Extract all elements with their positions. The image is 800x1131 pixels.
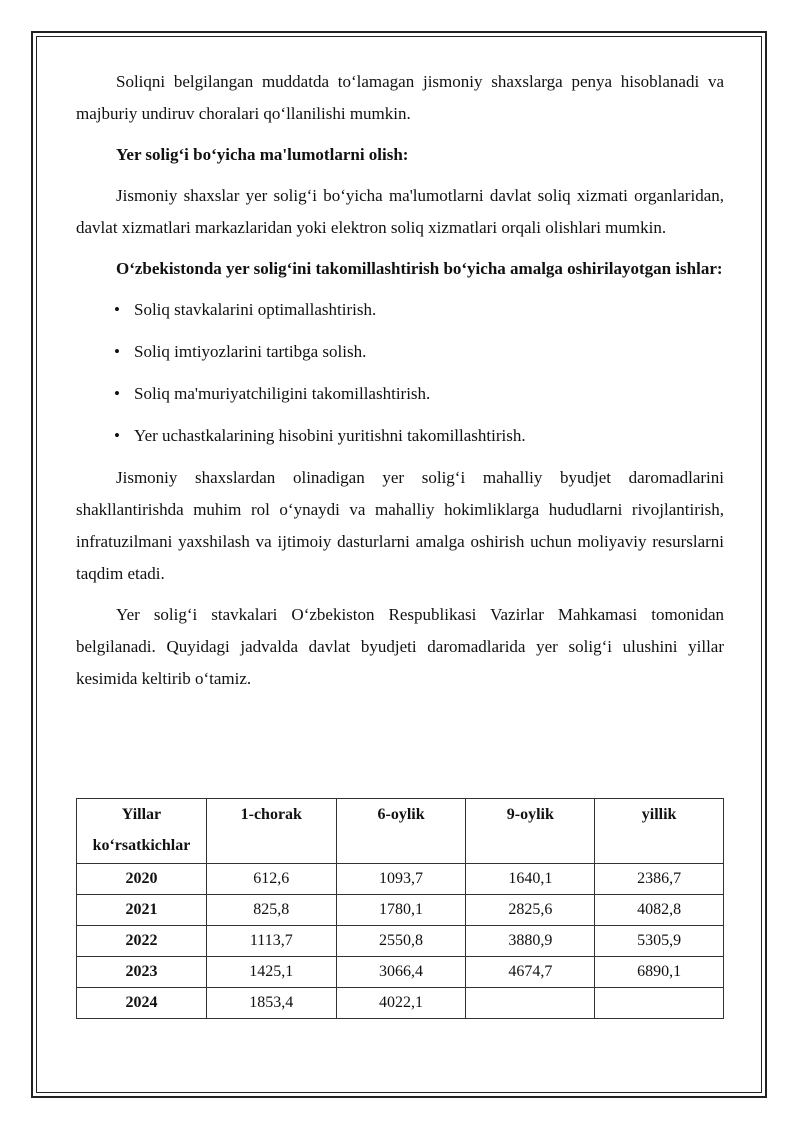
header-6-months: 6-oylik (336, 799, 466, 864)
paragraph-rates: Yer solig‘i stavkalari O‘zbekiston Respublikasi Vazirlar Mahkamasi tomonidan belgilanadi. Quyidagi jadvalda davlat byudjeti daromadlarida yer solig‘i ulushini yillar kesimida keltirib o‘tamiz. (76, 605, 724, 688)
paragraph-penalty: Soliqni belgilangan muddatda to‘lamagan jismoniy shaxslarga penya hisoblanadi va majburiy undiruv choralari qo‘llanilishi mumkin. (76, 72, 724, 123)
cell-6-months: 1093,7 (336, 864, 466, 895)
cell-year: 2024 (77, 988, 207, 1019)
cell-year: 2021 (77, 895, 207, 926)
cell-6-months: 4022,1 (336, 988, 466, 1019)
list-item (76, 336, 724, 368)
header-annual: yillik (595, 799, 724, 864)
paragraph-information: Jismoniy shaxslar yer solig‘i bo‘yicha ma'lumotlarni davlat soliq xizmati organlaridan, davlat xizmatlari markazlaridan yoki elektron soliq xizmatlari orqali olishlari mumkin. (76, 186, 724, 237)
bullet-mark: • (114, 300, 120, 319)
bullet-mark: • (114, 384, 120, 403)
list-item-text: Soliq ma'muriyatchiligini takomillashtirish. (134, 384, 431, 403)
cell-year: 2023 (77, 957, 207, 988)
cell-9-months: 4674,7 (466, 957, 595, 988)
table-row (77, 895, 724, 926)
document-body (76, 66, 724, 704)
list-item-text: Soliq stavkalarini optimallashtirish. (134, 300, 377, 319)
table-row (77, 926, 724, 957)
table-row (77, 988, 724, 1019)
bullet-mark: • (114, 426, 120, 445)
table-row (77, 864, 724, 895)
cell-9-months (466, 988, 595, 1019)
list-item (76, 420, 724, 452)
cell-year: 2020 (77, 864, 207, 895)
heading-improvements: O‘zbekistonda yer solig‘ini takomillashtirish bo‘yicha amalga oshirilayotgan ishlar: (116, 259, 723, 278)
cell-9-months: 1640,1 (466, 864, 595, 895)
cell-q1: 1853,4 (206, 988, 336, 1019)
list-item (76, 378, 724, 410)
list-item-text: Soliq imtiyozlarini tartibga solish. (134, 342, 367, 361)
cell-q1: 825,8 (206, 895, 336, 926)
cell-6-months: 1780,1 (336, 895, 466, 926)
paragraph-local-budget: Jismoniy shaxslardan olinadigan yer solig‘i mahalliy byudjet daromadlarini shakllantirishda muhim rol o‘ynaydi va mahalliy hokimliklarga hududlarni rivojlantirish, infratuzilmani yaxshilash va ijtimoiy dasturlarni amalga oshirish uchun moliyaviy resurslarni taqdim etadi. (76, 468, 724, 583)
cell-9-months: 3880,9 (466, 926, 595, 957)
cell-6-months: 2550,8 (336, 926, 466, 957)
table-row (77, 957, 724, 988)
cell-q1: 1425,1 (206, 957, 336, 988)
cell-annual (595, 988, 724, 1019)
heading-information: Yer solig‘i bo‘yicha ma'lumotlarni olish: (116, 145, 409, 164)
list-item (76, 294, 724, 326)
header-q1: 1-chorak (206, 799, 336, 864)
list-item-text: Yer uchastkalarining hisobini yuritishni takomillashtirish. (134, 426, 526, 445)
header-9-months: 9-oylik (466, 799, 595, 864)
cell-annual: 4082,8 (595, 895, 724, 926)
cell-year: 2022 (77, 926, 207, 957)
cell-q1: 612,6 (206, 864, 336, 895)
cell-annual: 5305,9 (595, 926, 724, 957)
tax-revenue-table (76, 798, 724, 1019)
cell-annual: 6890,1 (595, 957, 724, 988)
cell-6-months: 3066,4 (336, 957, 466, 988)
cell-q1: 1113,7 (206, 926, 336, 957)
cell-9-months: 2825,6 (466, 895, 595, 926)
header-years: Yillar ko‘rsatkichlar (77, 799, 207, 864)
table-header-row (77, 799, 724, 864)
improvements-list (76, 294, 724, 452)
bullet-mark: • (114, 342, 120, 361)
cell-annual: 2386,7 (595, 864, 724, 895)
